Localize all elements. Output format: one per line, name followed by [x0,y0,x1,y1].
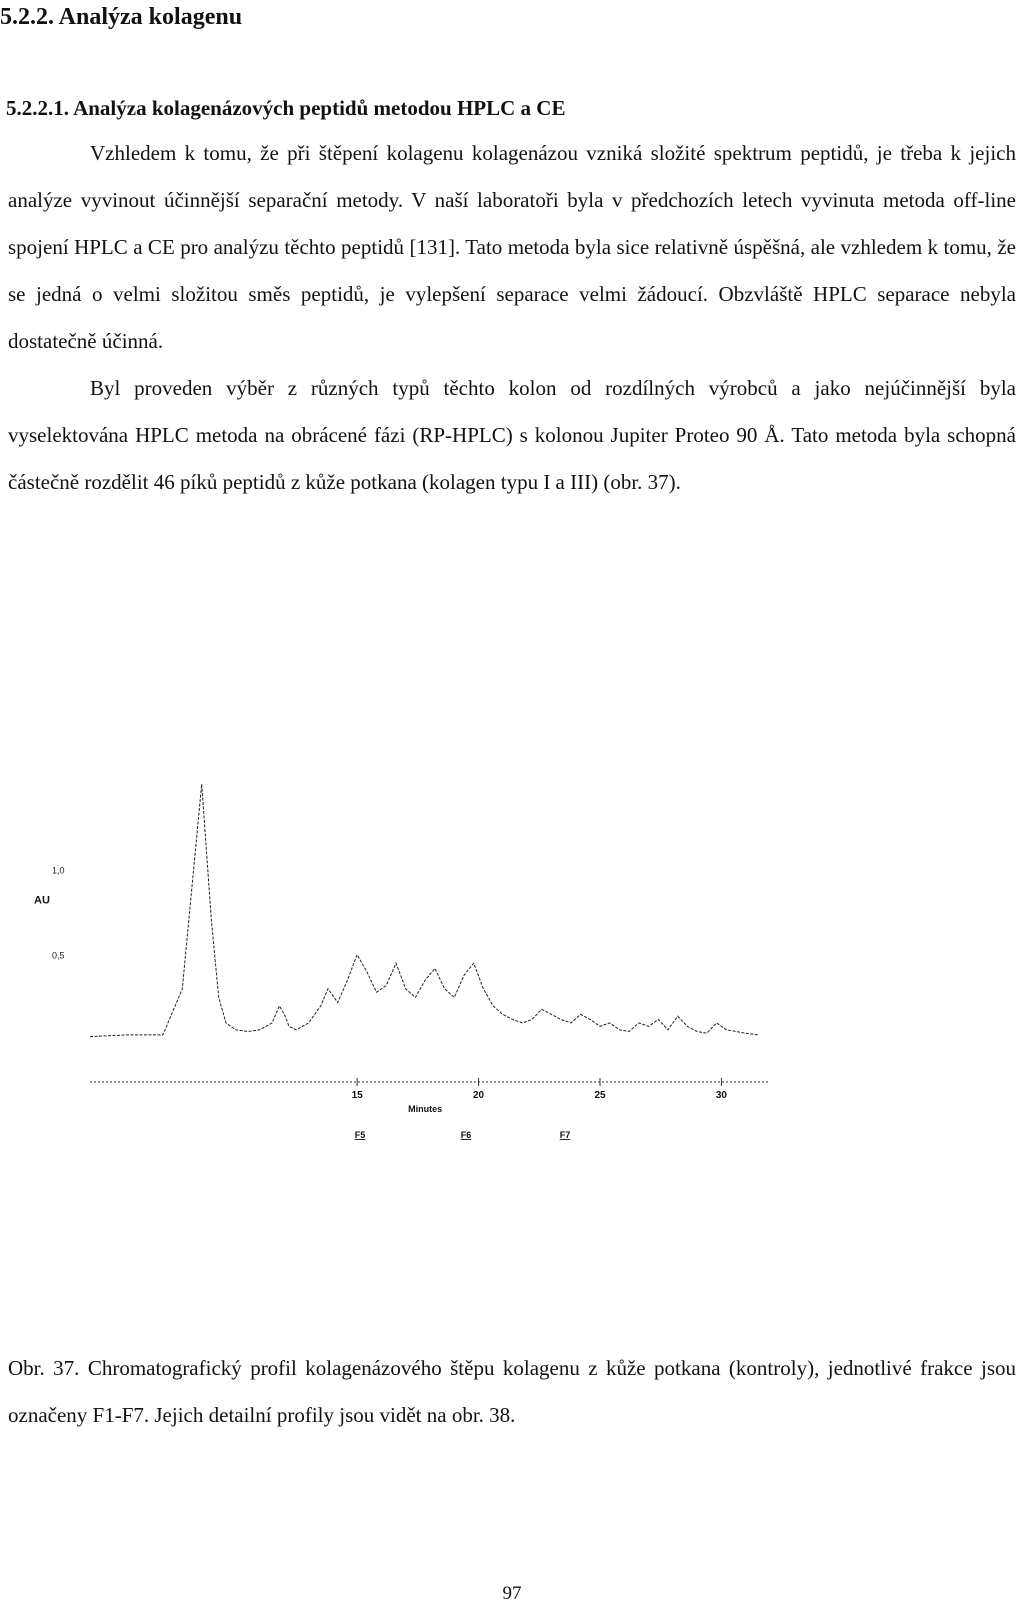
chromatogram-figure [0,720,1024,1240]
fraction-label: F5 [354,1130,366,1140]
section-heading: 5.2.2. Analýza kolagenu [0,4,243,30]
x-tick-label: 25 [594,1090,606,1101]
page-number: 97 [502,1583,522,1604]
caption-text: Obr. 37. Chromatografický profil kolagenázového štěpu kolagenu z kůže potkana (kontroly), jednotlivé frakce jsou označeny F1-F7. Jejich detailní profily jsou vidět na obr. 38. [8,1356,1016,1427]
x-tick-label: 20 [473,1090,485,1101]
paragraph: Vzhledem k tomu, že při štěpení kolagenu kolagenázou vzniká složité spektrum peptidů, je třeba k jejich analýze vyvinout účinnější separační metody. V naší laboratoři byla v předchozích letech vyvinuta metoda off-line spojení HPLC a CE pro analýzu těchto peptidů [131]. Tato metoda byla sice relativně úspěšná, ale vzhledem k tomu, že se jedná o velmi složitou směs peptidů, je vylepšení separace velmi žádoucí. Obzvláště HPLC separace nebyla dostatečně účinná. [8,141,1016,353]
figure-caption [8,1345,1016,1439]
paragraph: Byl proveden výběr z různých typů těchto kolon od rozdílných výrobců a jako nejúčinnější byla vyselektována HPLC metoda na obrácené fázi (RP-HPLC) s kolonou Jupiter Proteo 90 Å. Tato metoda byla schopná částečně rozdělit 46 píků peptidů z kůže potkana (kolagen typu I a III) (obr. 37). [8,376,1016,494]
fraction-label: F7 [559,1130,571,1140]
x-axis-label: Minutes [408,1104,443,1114]
y-tick-label: 1,0 [52,865,65,876]
x-tick-label: 30 [715,1090,727,1101]
x-tick-label: 15 [351,1090,363,1101]
fraction-label: F6 [460,1130,472,1140]
chromatogram-trace [90,784,758,1037]
y-tick-label: 0,5 [52,950,65,961]
chromatogram-chart [0,720,1024,1240]
y-axis-label: AU [34,894,50,907]
body-text [8,130,1016,506]
subsection-heading: 5.2.2.1. Analýza kolagenázových peptidů metodou HPLC a CE [6,96,566,120]
